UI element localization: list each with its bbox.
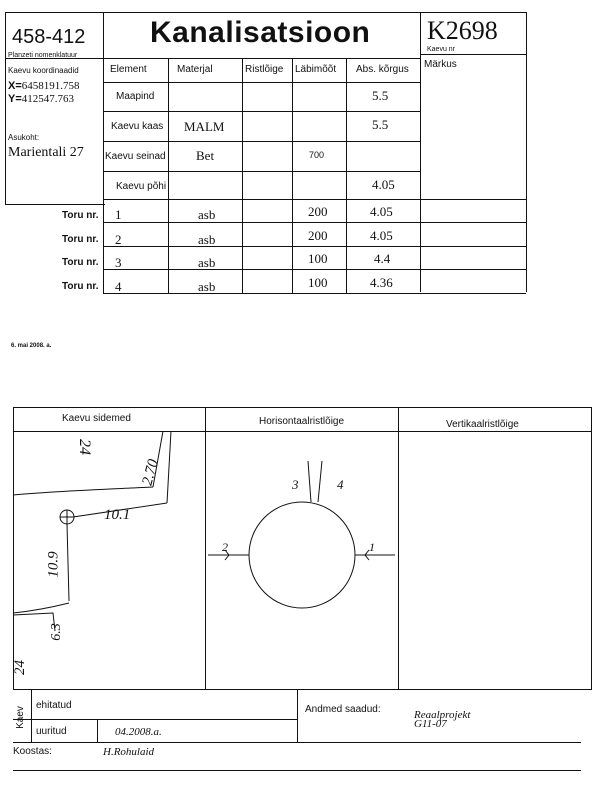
labimoot-value: 700 xyxy=(309,150,325,160)
footer-line xyxy=(97,719,98,742)
element-label: Kaevu põhi xyxy=(116,181,167,192)
pipe-nr: 2 xyxy=(115,232,122,247)
abs-korgus-value: 4.05 xyxy=(372,177,395,192)
abs-korgus-value: 5.5 xyxy=(372,117,389,132)
andmed-value-2: G11-07 xyxy=(414,718,447,730)
pipe-materjal: asb xyxy=(198,279,216,294)
pipe-korgus: 4.36 xyxy=(370,275,393,290)
pipe-mark: 3 xyxy=(292,477,299,492)
sketch-top xyxy=(13,407,592,408)
row-line xyxy=(103,293,526,294)
row-line xyxy=(103,111,421,112)
koostas-label: Koostas: xyxy=(13,746,52,757)
sketch-bottom xyxy=(13,689,592,690)
footer-line xyxy=(31,689,32,742)
dim-label: 2.70 xyxy=(139,457,162,488)
dimension-line-10-9 xyxy=(67,524,69,601)
andmed-label: Andmed saadud: xyxy=(305,704,381,715)
row-line xyxy=(103,246,526,247)
pipe-mark: 1 xyxy=(369,540,375,554)
header-abs-korgus: Abs. kõrgus xyxy=(356,64,409,75)
abs-korgus-value: 5.5 xyxy=(372,88,389,103)
header-materjal: Materjal xyxy=(177,64,213,75)
x-coordinate xyxy=(8,80,80,92)
planzeti-right xyxy=(103,12,104,294)
well-number-label: Kaevu nr xyxy=(427,46,456,53)
well-circle xyxy=(249,502,355,608)
col-line xyxy=(292,58,293,294)
planzeti-label: Planzeti nomenklatuur xyxy=(8,52,78,59)
y-value: 412547.763 xyxy=(21,93,75,105)
pipe-materjal: asb xyxy=(198,207,216,222)
materjal-value: MALM xyxy=(184,119,225,134)
row-line xyxy=(103,269,526,270)
pipe-line-3 xyxy=(308,461,311,502)
element-label: Maapind xyxy=(116,91,155,102)
y-label: Y= xyxy=(8,93,22,105)
footer-line xyxy=(13,742,581,743)
pipe-korgus: 4.05 xyxy=(370,204,393,219)
row-line xyxy=(103,222,526,223)
well-box-bottom xyxy=(420,54,526,55)
info-bottom xyxy=(5,204,105,205)
page-title: Kanalisatsioon xyxy=(150,16,371,49)
dim-label: 6.3 xyxy=(48,623,64,641)
pipe-label: Toru nr. xyxy=(62,234,99,245)
pipe-labimoot: 200 xyxy=(308,228,328,243)
col-line xyxy=(346,58,347,294)
sketch-divider-2 xyxy=(398,407,399,689)
notes-label: Märkus xyxy=(424,59,457,70)
pipe-mark: 2 xyxy=(222,540,228,554)
pipe-label: Toru nr. xyxy=(62,281,99,292)
frame-top xyxy=(5,12,527,13)
pipe-nr: 3 xyxy=(115,255,122,270)
building-edge-line xyxy=(167,431,171,503)
ehitatud-label: ehitatud xyxy=(36,700,72,711)
header-element: Element xyxy=(110,64,147,75)
horizontal-section xyxy=(205,431,398,689)
x-label: X= xyxy=(8,80,22,92)
sketch-col-horisontaal: Horisontaalristlõige xyxy=(259,416,345,427)
sketch-right xyxy=(591,407,592,689)
well-number: K2698 xyxy=(427,16,498,45)
pipe-materjal: asb xyxy=(198,255,216,270)
footer-line xyxy=(13,770,581,771)
street-line xyxy=(13,487,153,495)
dim-label: 24 xyxy=(12,660,28,675)
footer-line xyxy=(13,719,297,720)
coords-label: Kaevu koordinaadid xyxy=(8,66,79,75)
pipe-nr: 4 xyxy=(115,279,122,294)
pipe-nr: 1 xyxy=(115,207,122,222)
footer-line xyxy=(297,689,298,742)
row-line xyxy=(103,199,526,200)
date-stamp: 6. mai 2008. a. xyxy=(11,343,52,349)
dim-label: 24 xyxy=(76,439,93,455)
address-label: Asukoht: xyxy=(8,133,40,142)
pipe-korgus: 4.05 xyxy=(370,228,393,243)
frame-left xyxy=(5,12,6,204)
element-label: Kaevu kaas xyxy=(111,121,164,132)
col-line xyxy=(168,58,169,294)
lower-line xyxy=(13,603,69,613)
materjal-value: Bet xyxy=(196,148,215,163)
pipe-label: Toru nr. xyxy=(62,257,99,268)
x-value: 6458191.758 xyxy=(21,80,80,92)
sketch-col-kaevu-sidemed: Kaevu sidemed xyxy=(62,413,131,424)
planzeti-code: 458-412 xyxy=(12,26,86,48)
element-label: Kaevu seinad xyxy=(105,151,166,162)
row-line xyxy=(103,141,421,142)
y-coordinate xyxy=(8,93,74,105)
andmed-value-1: Reaalprojekt xyxy=(414,709,471,721)
address-value: Marientali 27 xyxy=(8,145,84,160)
pipe-labimoot: 200 xyxy=(308,204,328,219)
uuritud-label: uuritud xyxy=(36,726,67,737)
pipe-label: Toru nr. xyxy=(62,210,99,221)
koostas-value: H.Rohulaid xyxy=(103,746,155,758)
sketch-col-vertikaal: Vertikaalristlõige xyxy=(446,419,519,430)
dim-label: 10.9 xyxy=(45,551,62,578)
dim-label: 10.1 xyxy=(104,507,131,523)
pipe-line-4 xyxy=(318,461,322,502)
pipe-materjal: asb xyxy=(198,232,216,247)
header-labimoot: Läbimõõt xyxy=(295,64,337,75)
uuritud-date: 04.2008.a. xyxy=(115,726,162,738)
col-line xyxy=(242,58,243,294)
pipe-mark: 4 xyxy=(337,477,344,492)
row-line xyxy=(103,82,421,83)
frame-right xyxy=(526,12,527,292)
pipe-korgus: 4.4 xyxy=(374,251,391,266)
row-line xyxy=(103,171,421,172)
kaev-label: Kaev xyxy=(14,706,26,729)
location-sketch xyxy=(13,431,205,689)
header-ristloige: Ristlõige xyxy=(245,64,284,75)
pipe-labimoot: 100 xyxy=(308,275,328,290)
title-bottom xyxy=(103,58,421,59)
pipe-labimoot: 100 xyxy=(308,251,328,266)
